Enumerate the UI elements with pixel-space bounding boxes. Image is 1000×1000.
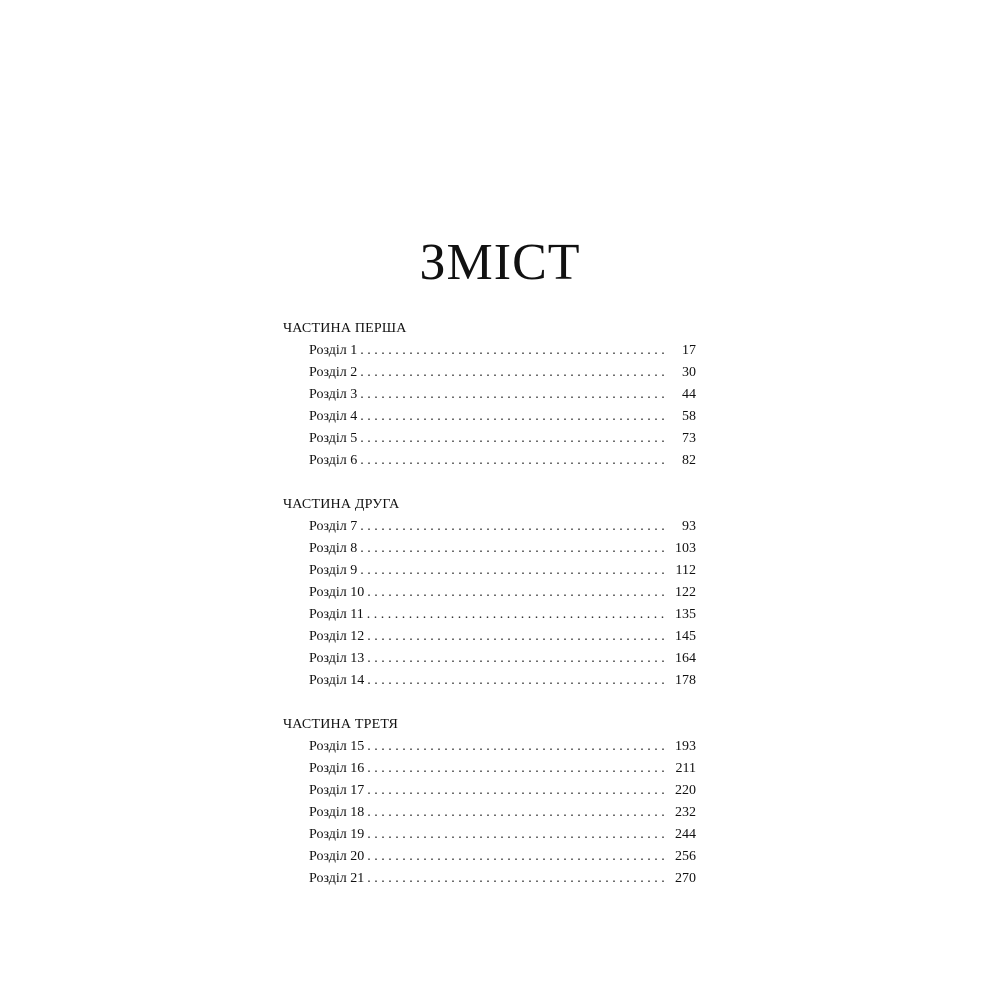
dot-leader [360, 516, 666, 538]
dot-leader [367, 670, 666, 692]
toc-entry [283, 758, 696, 780]
toc-entry [283, 406, 696, 428]
toc-entry [283, 802, 696, 824]
entry-label: Розділ 1 [309, 343, 358, 358]
toc-entry [283, 538, 696, 560]
toc-part-1 [283, 318, 696, 472]
toc-entry [283, 670, 696, 692]
entry-label: Розділ 3 [309, 387, 358, 402]
toc-part-2 [283, 494, 696, 692]
entry-page-number: 244 [675, 827, 696, 842]
part-title: ЧАСТИНА ПЕРША [283, 321, 407, 336]
entry-page-number: 122 [675, 585, 696, 600]
entry-label: Розділ 21 [309, 871, 365, 886]
dot-leader [360, 406, 666, 428]
dot-leader [367, 604, 666, 626]
entry-page-number: 82 [682, 453, 696, 468]
dot-leader [367, 758, 666, 780]
entry-page-number: 193 [675, 739, 696, 754]
entry-label: Розділ 10 [309, 585, 365, 600]
entry-page-number: 58 [682, 409, 696, 424]
entry-label: Розділ 5 [309, 431, 358, 446]
toc-entry [283, 736, 696, 758]
entry-label: Розділ 4 [309, 409, 358, 424]
entry-page-number: 112 [675, 563, 696, 578]
entry-page-number: 30 [682, 365, 696, 380]
toc-entry [283, 780, 696, 802]
dot-leader [367, 846, 666, 868]
entry-page-number: 178 [675, 673, 696, 688]
entry-label: Розділ 18 [309, 805, 365, 820]
toc-entry [283, 516, 696, 538]
entry-label: Розділ 19 [309, 827, 365, 842]
entry-label: Розділ 20 [309, 849, 365, 864]
entry-page-number: 270 [675, 871, 696, 886]
toc-part-3 [283, 714, 696, 890]
table-of-contents [283, 318, 696, 912]
toc-entry [283, 846, 696, 868]
toc-entry [283, 582, 696, 604]
entry-page-number: 44 [682, 387, 696, 402]
dot-leader [367, 824, 666, 846]
entry-label: Розділ 15 [309, 739, 365, 754]
entry-page-number: 93 [682, 519, 696, 534]
entry-label: Розділ 8 [309, 541, 358, 556]
toc-entry [283, 868, 696, 890]
toc-entry [283, 450, 696, 472]
entry-page-number: 220 [675, 783, 696, 798]
dot-leader [360, 450, 666, 472]
dot-leader [367, 802, 666, 824]
toc-entry [283, 362, 696, 384]
entry-page-number: 211 [675, 761, 696, 776]
dot-leader [367, 582, 666, 604]
dot-leader [360, 384, 666, 406]
entry-label: Розділ 9 [309, 563, 358, 578]
entry-label: Розділ 17 [309, 783, 365, 798]
entry-label: Розділ 12 [309, 629, 365, 644]
entry-label: Розділ 13 [309, 651, 365, 666]
toc-entry [283, 648, 696, 670]
entry-page-number: 256 [675, 849, 696, 864]
dot-leader [367, 780, 666, 802]
toc-entry [283, 604, 696, 626]
entry-page-number: 145 [675, 629, 696, 644]
dot-leader [360, 538, 666, 560]
entry-label: Розділ 16 [309, 761, 365, 776]
dot-leader [367, 868, 666, 890]
toc-entry [283, 340, 696, 362]
dot-leader [367, 626, 666, 648]
entry-page-number: 232 [675, 805, 696, 820]
entry-label: Розділ 6 [309, 453, 358, 468]
dot-leader [367, 736, 666, 758]
toc-entry [283, 626, 696, 648]
part-title: ЧАСТИНА ТРЕТЯ [283, 717, 399, 732]
dot-leader [360, 560, 666, 582]
dot-leader [367, 648, 666, 670]
page-title: ЗМІСТ [419, 234, 581, 291]
toc-entry [283, 428, 696, 450]
dot-leader [360, 428, 666, 450]
entry-page-number: 135 [675, 607, 696, 622]
entry-label: Розділ 7 [309, 519, 358, 534]
entry-page-number: 103 [675, 541, 696, 556]
entry-page-number: 73 [682, 431, 696, 446]
entry-page-number: 17 [682, 343, 696, 358]
entry-label: Розділ 11 [309, 607, 364, 622]
dot-leader [360, 362, 666, 384]
entry-page-number: 164 [675, 651, 696, 666]
dot-leader [360, 340, 666, 362]
toc-entry [283, 560, 696, 582]
toc-entry [283, 384, 696, 406]
entry-label: Розділ 2 [309, 365, 358, 380]
entry-label: Розділ 14 [309, 673, 365, 688]
part-title: ЧАСТИНА ДРУГА [283, 497, 400, 512]
toc-entry [283, 824, 696, 846]
